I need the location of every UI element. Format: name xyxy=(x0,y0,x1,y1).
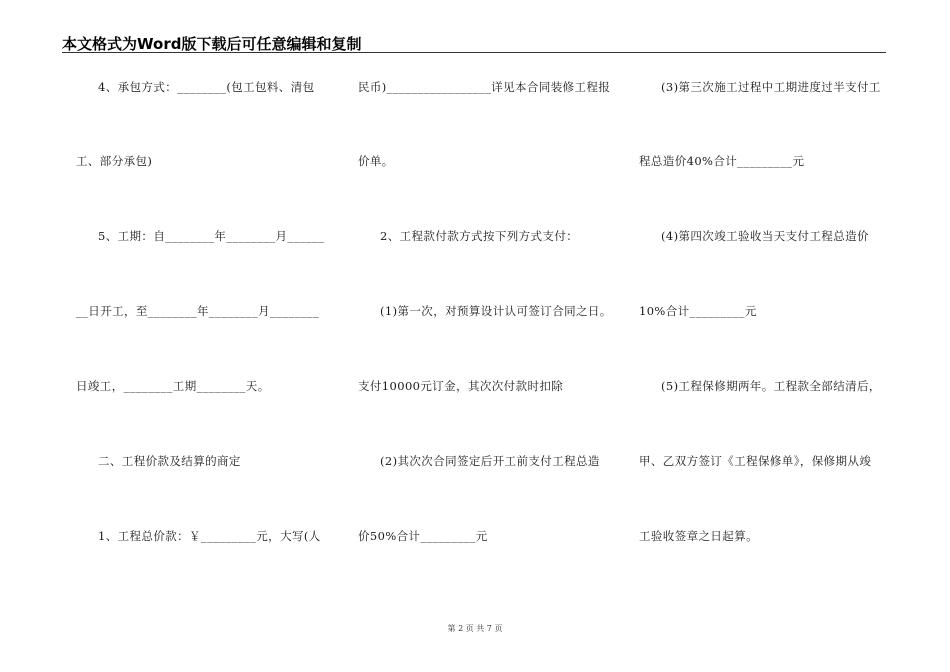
col1-line-5: 日竣工，________工期________天。 xyxy=(76,379,270,393)
col3-line-1: (3)第三次施工过程中工期进度过半支付工 xyxy=(661,80,881,94)
col2-line-7: 价50%合计_________元 xyxy=(358,529,488,543)
col3-line-2: 程总造价40%合计_________元 xyxy=(639,154,805,168)
col1-line-4: __日开工，至________年________月________ xyxy=(76,304,320,318)
col2-line-3: 2、工程款付款方式按下列方式支付： xyxy=(380,229,579,243)
col2-line-1: 民币)_________________详见本合同装修工程报 xyxy=(358,80,611,94)
col3-line-3: (4)第四次竣工验收当天支付工程总造价 xyxy=(661,229,869,243)
page-number-footer: 第 2 页 共 7 页 xyxy=(447,624,503,633)
col2-line-4: (1)第一次，对预算设计认可签订合同之日。 xyxy=(380,304,612,318)
col3-line-4: 10%合计_________元 xyxy=(639,304,757,318)
col2-line-5: 支付10000元订金，其次次付款时扣除 xyxy=(358,379,564,393)
col3-line-5: (5)工程保修期两年。工程款全部结清后， xyxy=(661,379,881,393)
col3-line-7: 工验收签章之日起算。 xyxy=(639,529,758,543)
col1-line-1: 4、承包方式：________(包工包料、清包 xyxy=(98,80,315,94)
document-header-title: 本文格式为Word版下载后可任意编辑和复制 xyxy=(62,35,362,53)
col1-line-3: 5、工期：自________年________月______ xyxy=(98,229,325,243)
col2-line-6: (2)其次次合同签定后开工前支付工程总造 xyxy=(380,454,600,468)
col1-line-7: 1、工程总价款：￥_________元，大写(人 xyxy=(98,529,321,543)
col2-line-2: 价单。 xyxy=(358,154,394,168)
col1-line-6: 二、工程价款及结算的商定 xyxy=(98,454,241,468)
col3-line-6: 甲、乙双方签订《工程保修单》，保修期从竣 xyxy=(639,454,872,468)
col1-line-2: 工、部分承包) xyxy=(76,154,153,168)
header-divider xyxy=(62,52,886,53)
